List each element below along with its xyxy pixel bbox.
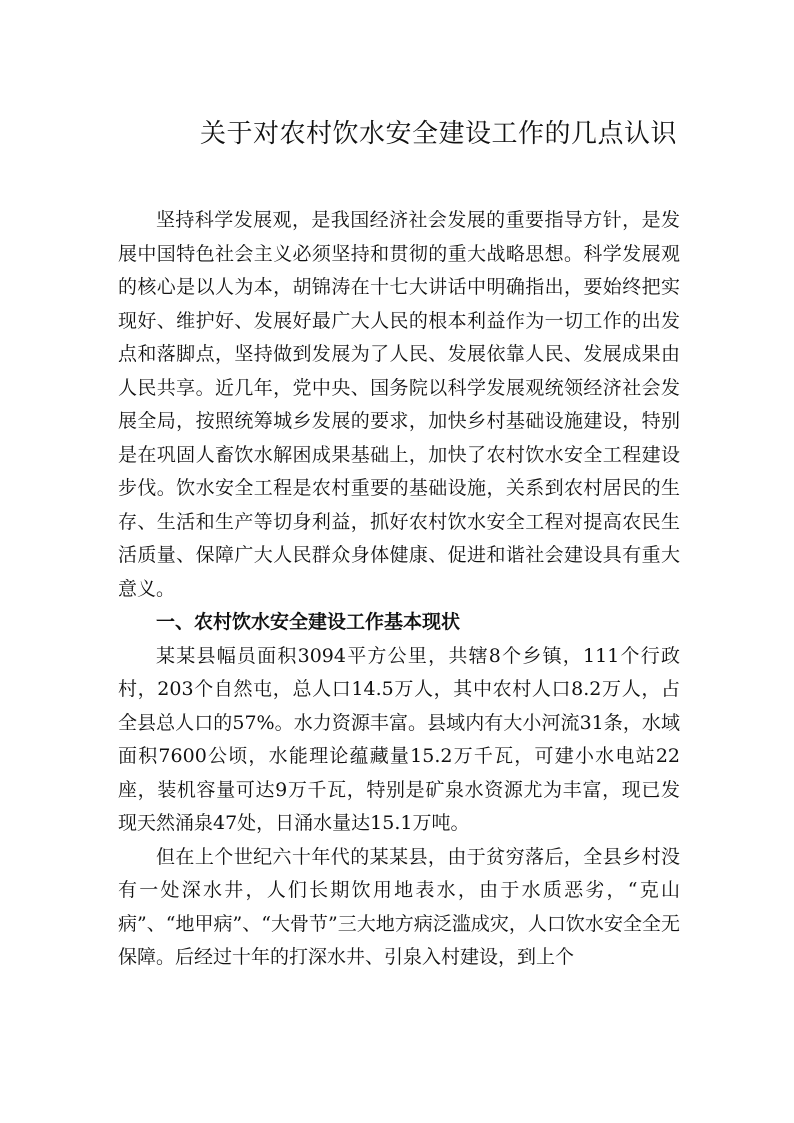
- paragraph-history: 但在上个世纪六十年代的某某县，由于贫穷落后，全县乡村没有一处深水井，人们长期饮用地表水，由于水质恶劣，“克山病”、“地甲病”、“大骨节”三大地方病泛滥成灾，人口饮水安全全无保障。后经过十年的打深水井、引泉入村建设，到上个: [118, 845, 680, 968]
- document-body: [118, 204, 680, 975]
- section-heading-1: 一、农村饮水安全建设工作基本现状: [156, 611, 461, 633]
- paragraph-intro: 坚持科学发展观，是我国经济社会发展的重要指导方针，是发展中国特色社会主义必须坚持和贯彻的重大战略思想。科学发展观的核心是以人为本，胡锦涛在十七大讲话中明确指出，要始终把实现好、维护好、发展好最广大人民的根本利益作为一切工作的出发点和落脚点，坚持做到发展为了人民、发展依靠人民、发展成果由人民共享。近几年，党中央、国务院以科学发展观统领经济社会发展全局，按照统筹城乡发展的要求，加快乡村基础设施建设，特别是在巩固人畜饮水解困成果基础上，加快了农村饮水安全工程建设步伐。饮水安全工程是农村重要的基础设施，关系到农村居民的生存、生活和生产等切身利益，抓好农村饮水安全工程对提高农民生活质量、保障广大人民群众身体健康、促进和谐社会建设具有重大意义。: [118, 209, 680, 600]
- paragraph-county-overview: 某某县幅员面积3094平方公里，共辖8个乡镇，111个行政村，203个自然屯，总人口14.5万人，其中农村人口8.2万人，占全县总人口的57%。水力资源丰富。县域内有大小河流31条，水域面积7600公顷，水能理论蕴藏量15.2万千瓦，可建小水电站22座，装机容量可达9万千瓦，特别是矿泉水资源尤为丰富，现已发现天然涌泉47处，日涌水量达15.1万吨。: [118, 644, 680, 834]
- document-title: 关于对农村饮水安全建设工作的几点认识: [199, 119, 677, 149]
